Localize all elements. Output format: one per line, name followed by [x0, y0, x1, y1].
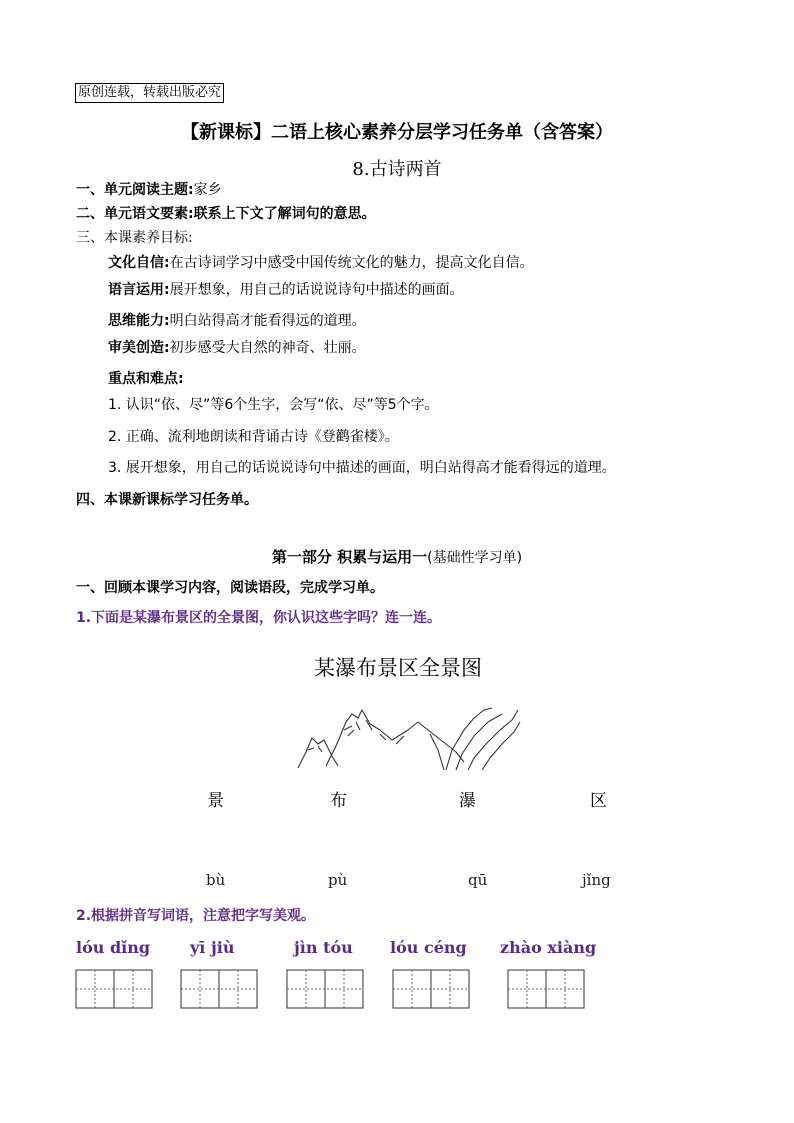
- keypoint-1: 1. 认识“依、尽”等6个生字，会写“依、尽”等5个字。: [108, 397, 439, 413]
- char-pu: 瀑: [459, 791, 476, 811]
- char-qu: 区: [590, 791, 607, 811]
- word-pinyin-1: lóu dǐng: [76, 938, 151, 957]
- task-intro: 一、回顾本课学习内容，阅读语段，完成学习单。: [76, 580, 384, 596]
- goal-language: 语言运用:展开想象，用自己的话说说诗句中描述的画面。: [108, 282, 464, 298]
- section-goals: 三、本课素养目标:: [76, 230, 193, 246]
- goal-aesthetic: 审美创造:初步感受大自然的神奇、壮丽。: [108, 340, 366, 356]
- keypoint-3: 3. 展开想象，用自己的话说说诗句中描述的画面，明白站得高才能看得远的道理。: [108, 460, 616, 476]
- lesson-title: 8.古诗两首: [352, 159, 442, 180]
- part-heading: 第一部分 积累与运用一(基础性学习单): [271, 548, 523, 566]
- pinyin-qu: qū: [468, 871, 488, 889]
- section-tasks: 四、本课新课标学习任务单。: [76, 492, 258, 508]
- section-unit-theme: 一、单元阅读主题:家乡: [76, 182, 222, 198]
- keypoints-title: 重点和难点:: [108, 371, 184, 387]
- question-2: 2.根据拼音写词语，注意把字写美观。: [76, 908, 316, 924]
- word-pinyin-4: lóu céng: [390, 938, 467, 957]
- picture-title: 某瀑布景区全景图: [314, 656, 482, 680]
- writing-grids: [75, 969, 587, 1009]
- word-pinyin-2: yī jiù: [190, 938, 235, 957]
- page-title: 【新课标】二语上核心素养分层学习任务单（含答案）: [181, 122, 613, 143]
- pinyin-pu: pù: [328, 871, 348, 889]
- char-bu: 布: [330, 791, 347, 811]
- pinyin-jing: jǐng: [582, 871, 611, 889]
- goal-culture: 文化自信:在古诗词学习中感受中国传统文化的魅力，提高文化自信。: [108, 255, 534, 271]
- copyright-stamp: 原创连载，转载出版必究: [75, 83, 224, 103]
- word-pinyin-3: jìn tóu: [294, 938, 353, 957]
- goal-thinking: 思维能力:明白站得高才能看得远的道理。: [108, 313, 366, 329]
- keypoint-2: 2. 正确、流利地朗读和背诵古诗《登鹳雀楼》。: [108, 429, 399, 445]
- mountain-waterfall-illustration: [296, 700, 524, 772]
- pinyin-bu: bù: [206, 871, 226, 889]
- word-pinyin-5: zhào xiàng: [500, 938, 597, 957]
- question-1: 1.下面是某瀑布景区的全景图，你认识这些字吗？连一连。: [76, 610, 442, 626]
- char-jing: 景: [207, 791, 224, 811]
- section-unit-element: 二、单元语文要素:联系上下文了解词句的意思。: [76, 206, 376, 222]
